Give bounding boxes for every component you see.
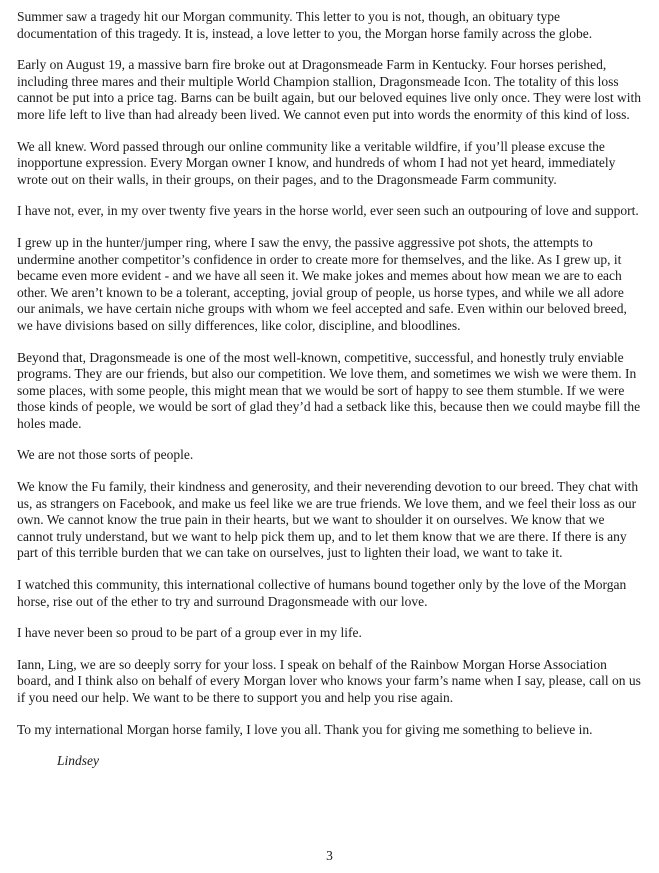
paragraph-barn-fire: Early on August 19, a massive barn fire broke out at Dragonsmeade Farm in Kentucky. Four horses perished, including three mares and their multiple World Champion stallion, Dragonsmeade Icon. The totality of this loss cannot be put into a price tag. Barns can be built again, but our beloved equines live only once. They were lost with more life left to live than had already been lived. We cannot even put into words the enormity of this kind of loss. [17, 57, 641, 122]
paragraph-closing: To my international Morgan horse family, I love you all. Thank you for giving me something to believe in. [17, 721, 593, 737]
letter-body [17, 9, 643, 770]
paragraph-beyond-that: Beyond that, Dragonsmeade is one of the most well-known, competitive, successful, and honestly truly enviable programs. They are our friends, but also our competition. We love them, and sometimes we wish we were them. In some places, with some people, this might mean that we would be sort of happy to see them stumble. If we were those kinds of people, we would be sort of glad they’d had a setback like this, because then we could maybe fill the holes made. [17, 349, 641, 431]
paragraph-outpouring: I have not, ever, in my over twenty five years in the horse world, ever seen such an outpouring of love and support. [17, 203, 639, 219]
paragraph-intro: Summer saw a tragedy hit our Morgan community. This letter to you is not, though, an obituary type documentation of this tragedy. It is, instead, a love letter to you, the Morgan horse family across the globe. [17, 9, 593, 41]
page-number: 3 [326, 848, 333, 863]
paragraph-we-all-knew: We all knew. Word passed through our online community like a veritable wildfire, if you’ll please excuse the inopportune expression. Every Morgan owner I know, and hundreds of whom I had not yet heard, immediately wrote out on their walls, in their groups, on their pages, and to the Dragonsmeade Farm community. [17, 138, 616, 187]
paragraph-proud: I have never been so proud to be part of a group ever in my life. [17, 625, 362, 641]
paragraph-condolences: Iann, Ling, we are so deeply sorry for your loss. I speak on behalf of the Rainbow Morgan Horse Association board, and I think also on behalf of every Morgan lover who knows your farm’s name when I say, please, call on us if you need our help. We want to be there to support you and help you rise again. [17, 656, 641, 705]
paragraph-fu-family: We know the Fu family, their kindness and generosity, and their neverending devotion to our breed. They chat with us, as strangers on Facebook, and make us feel like we are true friends. We love them, and we feel their loss as our own. We cannot know the true pain in their hearts, but we want to shoulder it on ourselves. We know that we cannot truly understand, but we want to help pick them up, and to let them know that we are there. If there is any part of this terrible burden that we can take on ourselves, just to lighten their load, we want to take it. [17, 479, 639, 561]
paragraph-hunter-jumper: I grew up in the hunter/jumper ring, where I saw the envy, the passive aggressive pot shots, the attempts to undermine another competitor’s confidence in order to create more for themselves, and the like. As I grew up, it became even more evident - and we have all seen it. We make jokes and memes about how mean we are to each other. We aren’t known to be a tolerant, accepting, jovial group of people, us horse types, and while we all adore our animals, we have certain niche groups with whom we feel accepted and safe. Even within our beloved breed, we have divisions based on silly differences, like color, discipline, and bloodlines. [17, 234, 627, 333]
paragraph-not-those-people: We are not those sorts of people. [17, 447, 194, 463]
paragraph-community: I watched this community, this international collective of humans bound together only by the love of the Morgan horse, rise out of the ether to try and surround Dragonsmeade with our love. [17, 577, 627, 609]
signature: Lindsey [57, 753, 99, 769]
